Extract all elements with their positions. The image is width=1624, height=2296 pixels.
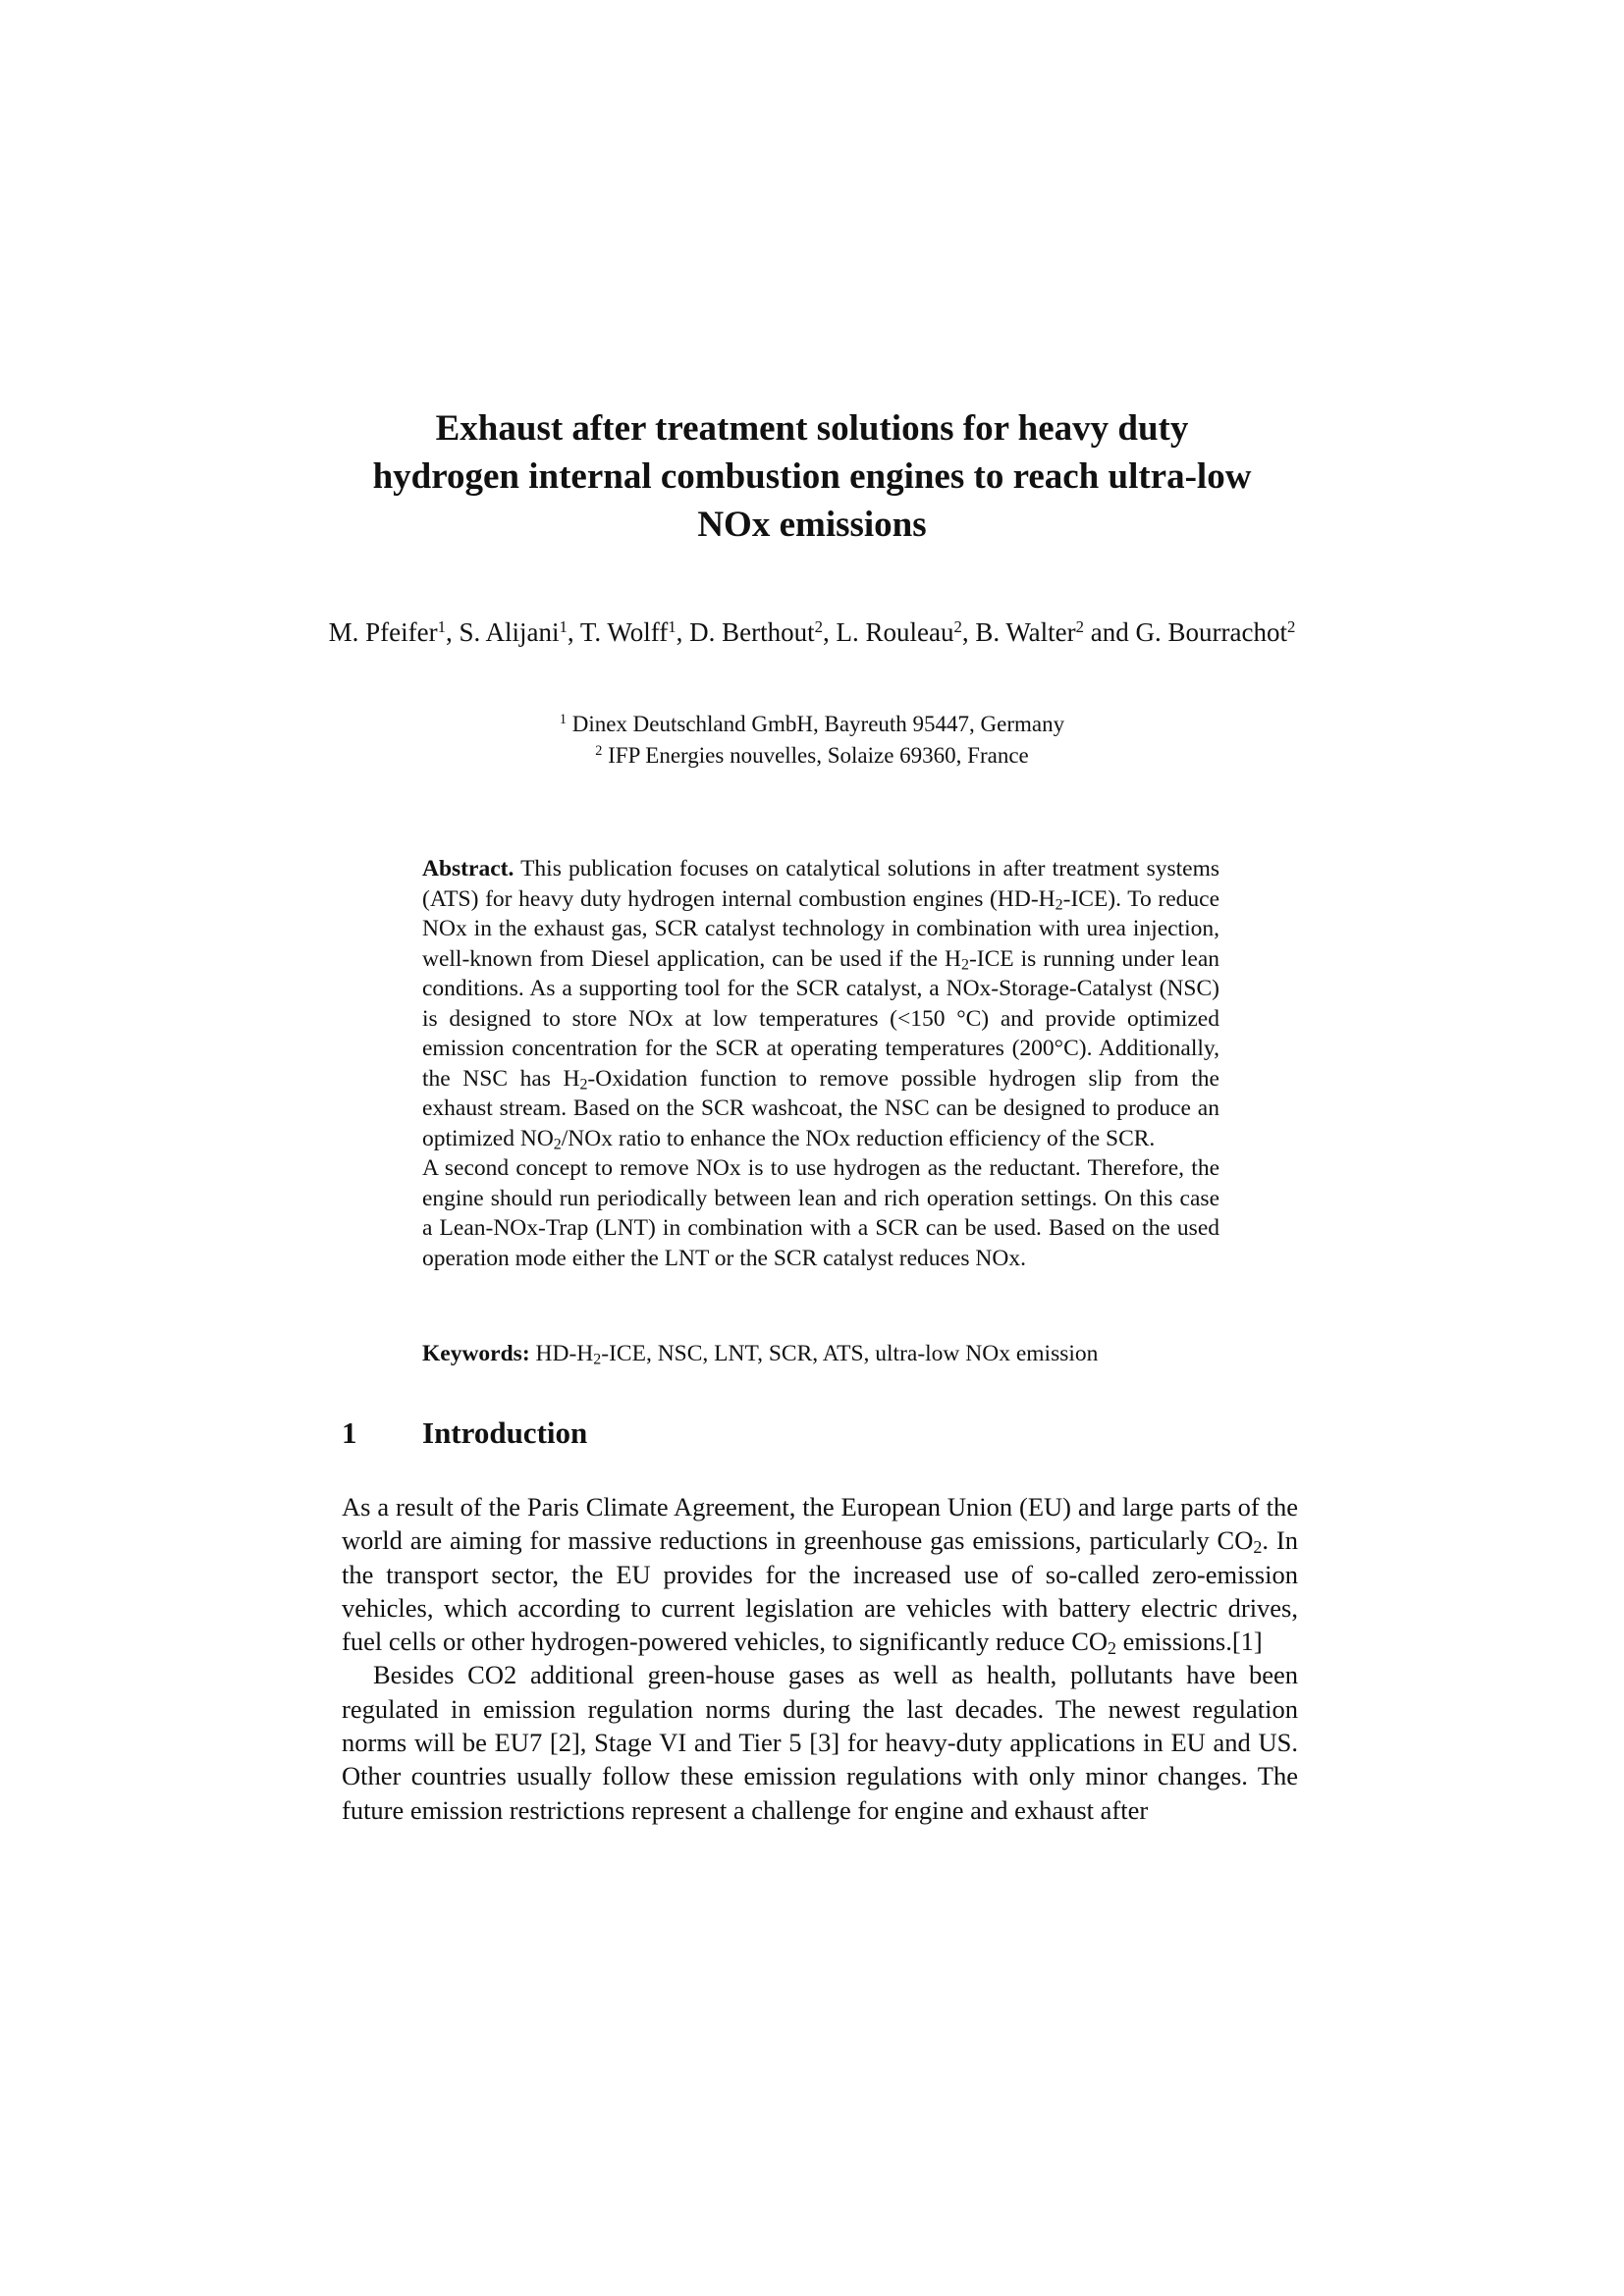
affiliation: $^2$ IFP Energies nouvelles, Solaize 69360, France xyxy=(595,743,1029,768)
section-number: 1 xyxy=(342,1415,357,1450)
abstract-paragraph: Abstract. This publication focuses on catalytical solutions in after treatment systems (ATS) for heavy duty hydrogen internal combustion engines $(HD-H_2-ICE)$. To reduce NOx in the exhaust gas, SCR catalyst technology in combination with urea injection, well-known from Diesel application, can be used if the $H_2$-ICE is running under lean conditions. As a supporting tool for the SCR catalyst, a NOx-Storage-Catalyst (NSC) is designed to store NOx at low temperatures (<150 °C) and provide optimized emission concentration for the SCR at operating temperatures (200°C). Additionally, the NSC has $H_2$-Oxidation function to remove possible hydrogen slip from the exhaust stream. Based on the SCR washcoat, the NSC can be designed to produce an optimized $NO_2$/NOx ratio to enhance the NOx reduction efficiency of the SCR. xyxy=(422,856,1219,1152)
author: G. Bourrachot$^2$ xyxy=(1135,616,1296,647)
abstract-label: Abstract. xyxy=(422,856,514,881)
title-line-3: NOx emissions xyxy=(697,505,927,545)
affiliation-list xyxy=(393,709,1231,772)
section-title: Introduction xyxy=(422,1415,588,1450)
title-line-2: hydrogen internal combustion engines to reach ultra-low xyxy=(372,456,1252,497)
section-heading xyxy=(342,1414,1284,1453)
body-text xyxy=(342,1490,1298,1827)
abstract-paragraph: A second concept to remove NOx is to use hydrogen as the reductant. Therefore, the engine should run periodically between lean and rich operation settings. On this case a Lean-NOx-Trap (LNT) in combination with a SCR can be used. Based on the used operation mode either the LNT or the SCR catalyst reduces NOx. xyxy=(422,1155,1219,1271)
keywords-label: Keywords: xyxy=(422,1341,530,1366)
author: M. Pfeifer$^1$, xyxy=(328,616,460,647)
body-paragraph: As a result of the Paris Climate Agreement, the European Union (EU) and large parts of the world are aiming for massive reductions in greenhouse gas emissions, particularly $CO_2$. In the transport sector, the EU provides for the increased use of so-called zero-emission vehicles, which according to current legislation are vehicles with battery electric drives, fuel cells or other hydrogen-powered vehicles, to significantly reduce $CO_2$ emissions.[1] xyxy=(342,1492,1299,1659)
author: T. Wolff$^1$, xyxy=(579,616,690,647)
author: S. Alijani$^1$, xyxy=(459,616,580,647)
author: L. Rouleau$^2$, xyxy=(836,616,976,647)
author: D. Berthout$^2$, xyxy=(689,616,837,647)
abstract xyxy=(422,854,1219,1273)
keywords: Keywords: $HD-H_2$-ICE, NSC, LNT, SCR, ATS, ultra-low NOx emission xyxy=(422,1341,1099,1368)
title-line-1: Exhaust after treatment solutions for heavy duty xyxy=(435,408,1189,449)
author: B. Walter$^2$ and xyxy=(975,616,1136,647)
paper-title xyxy=(295,404,1329,549)
body-paragraph: Besides CO2 additional green-house gases as well as health, pollutants have been regulated in emission regulation norms during the last decades. The newest regulation norms will be EU7 [2], Stage VI and Tier 5 [3] for heavy-duty applications in EU and US. Other countries usually follow these emission regulations with only minor changes. The future emission restrictions represent a challenge for engine and exhaust after xyxy=(342,1660,1298,1825)
author-list xyxy=(324,616,1300,649)
affiliation: $^1$ Dinex Deutschland GmbH, Bayreuth 95447, Germany xyxy=(559,712,1065,736)
